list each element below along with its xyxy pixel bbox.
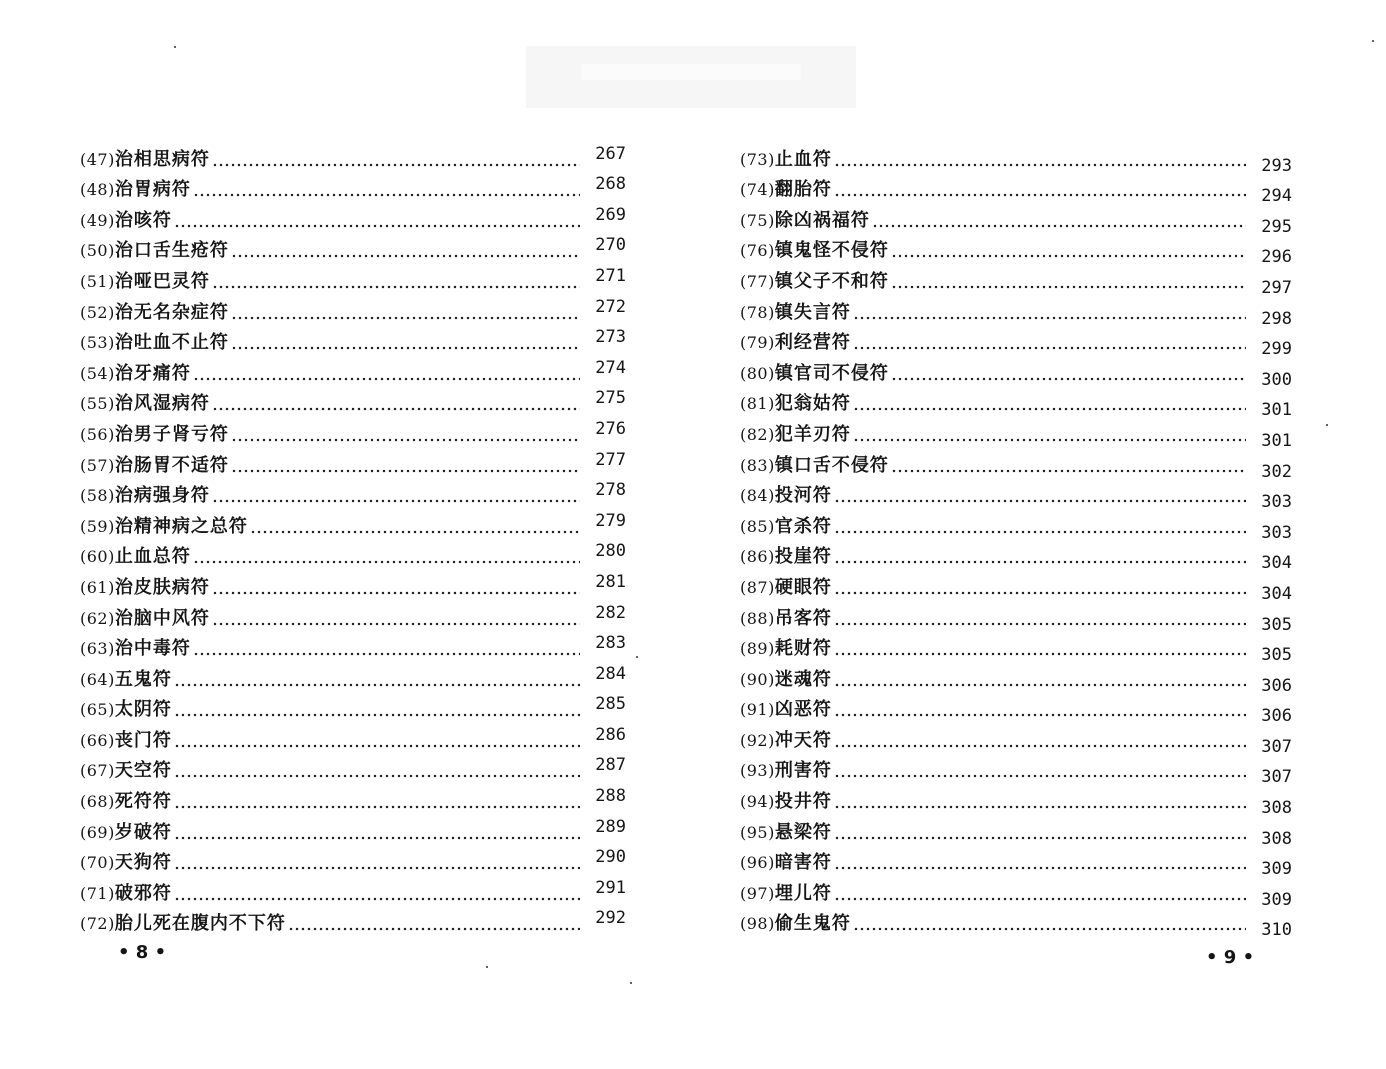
entry-title: 偷生鬼符	[774, 913, 851, 935]
dot-leader	[834, 591, 1246, 595]
entry-page-number: 304	[1261, 583, 1292, 604]
toc-entry	[80, 538, 626, 569]
dot-leader	[193, 377, 580, 381]
toc-entry	[80, 354, 626, 385]
entry-page-number: 303	[1261, 492, 1292, 513]
entry-page-number: 281	[595, 571, 626, 592]
dot-leader	[834, 530, 1246, 534]
dot-leader	[231, 316, 580, 320]
dot-leader	[231, 254, 580, 258]
entry-page-number: 275	[595, 388, 626, 409]
entry-title: 胎儿死在腹内不下符	[114, 913, 286, 935]
entry-page-number: 285	[595, 694, 626, 715]
entry-title: 镇父子不和符	[774, 270, 889, 292]
entry-page-number: 294	[1261, 186, 1292, 207]
scan-speck	[486, 966, 488, 968]
entry-number: (88)	[740, 608, 775, 628]
entry-number: (55)	[80, 394, 115, 414]
entry-page-number: 270	[595, 235, 626, 256]
dot-leader	[212, 622, 580, 626]
entry-number: (76)	[740, 241, 775, 261]
entry-title: 治牙痛符	[114, 362, 191, 384]
toc-entry	[80, 874, 626, 905]
toc-entry	[740, 660, 1292, 696]
entry-page-number: 282	[595, 602, 626, 623]
toc-entry	[740, 568, 1292, 604]
toc-entry	[740, 201, 1292, 237]
dot-leader	[174, 744, 580, 748]
toc-entry	[80, 813, 626, 844]
entry-page-number: 307	[1261, 736, 1292, 757]
entry-page-number: 301	[1261, 400, 1292, 421]
dot-leader	[853, 316, 1246, 320]
dot-leader	[834, 163, 1246, 167]
entry-title: 翻胎符	[774, 179, 832, 201]
entry-number: (52)	[80, 302, 115, 322]
entry-title: 止血总符	[114, 546, 191, 568]
dot-leader	[193, 560, 580, 564]
toc-entry	[80, 905, 626, 936]
entry-page-number: 292	[595, 908, 626, 929]
entry-title: 犯羊刃符	[774, 423, 851, 445]
toc-entry	[740, 721, 1292, 757]
entry-title: 投井符	[774, 791, 832, 813]
dot-leader	[250, 530, 580, 534]
entry-title: 暗害符	[774, 852, 832, 874]
entry-title: 天空符	[114, 760, 172, 782]
entry-number: (60)	[80, 547, 115, 567]
toc-entry	[80, 171, 626, 202]
entry-title: 投河符	[774, 485, 832, 507]
entry-number: (74)	[740, 180, 775, 200]
toc-entry	[80, 782, 626, 813]
dot-leader	[891, 254, 1246, 258]
toc-entry	[740, 354, 1292, 390]
entry-title: 镇口舌不侵符	[774, 454, 889, 476]
entry-page-number: 306	[1261, 706, 1292, 727]
page-number-left: • 8 •	[118, 942, 167, 963]
dot-leader	[212, 499, 580, 503]
entry-page-number: 305	[1261, 614, 1292, 635]
entry-number: (80)	[740, 363, 775, 383]
entry-title: 治胃病符	[114, 179, 191, 201]
toc-entry	[740, 599, 1292, 635]
entry-page-number: 303	[1261, 522, 1292, 543]
entry-number: (57)	[80, 455, 115, 475]
entry-number: (68)	[80, 792, 115, 812]
dot-leader	[212, 163, 580, 167]
dot-leader	[834, 683, 1246, 687]
dot-leader	[231, 438, 580, 442]
dot-leader	[853, 438, 1246, 442]
entry-number: (66)	[80, 730, 115, 750]
toc-entry	[80, 415, 626, 446]
toc-entry	[740, 844, 1292, 880]
entry-title: 镇失言符	[774, 301, 851, 323]
entry-page-number: 289	[595, 816, 626, 837]
dot-leader	[834, 193, 1246, 197]
entry-title: 治脑中风符	[114, 607, 210, 629]
entry-page-number: 279	[595, 510, 626, 531]
entry-page-number: 307	[1261, 767, 1292, 788]
scan-speck	[1326, 424, 1328, 426]
dot-leader	[231, 346, 580, 350]
toc-list-right	[740, 140, 1292, 941]
entry-title: 除凶祸福符	[774, 209, 870, 231]
toc-entry	[740, 262, 1292, 298]
toc-entry	[740, 752, 1292, 788]
dot-leader	[174, 866, 580, 870]
entry-page-number: 298	[1261, 308, 1292, 329]
dot-leader	[891, 377, 1246, 381]
toc-entry	[740, 538, 1292, 574]
dot-leader	[174, 836, 580, 840]
entry-page-number: 310	[1261, 920, 1292, 941]
entry-page-number: 291	[595, 877, 626, 898]
entry-number: (63)	[80, 639, 115, 659]
entry-title: 刑害符	[774, 760, 832, 782]
toc-entry	[80, 293, 626, 324]
running-header-redacted	[526, 46, 856, 108]
entry-number: (90)	[740, 669, 775, 689]
entry-title: 镇官司不侵符	[774, 362, 889, 384]
entry-number: (79)	[740, 333, 775, 353]
left-page	[80, 140, 626, 935]
entry-number: (47)	[80, 149, 115, 169]
entry-number: (98)	[740, 914, 775, 934]
dot-leader	[834, 836, 1246, 840]
entry-number: (95)	[740, 822, 775, 842]
entry-page-number: 269	[595, 204, 626, 225]
entry-page-number: 276	[595, 418, 626, 439]
toc-entry	[80, 752, 626, 783]
entry-number: (50)	[80, 241, 115, 261]
entry-title: 埋儿符	[774, 882, 832, 904]
dot-leader	[834, 774, 1246, 778]
toc-entry	[80, 568, 626, 599]
dot-leader	[872, 224, 1246, 228]
entry-number: (82)	[740, 424, 775, 444]
scan-speck	[174, 46, 176, 48]
entry-title: 治相思病符	[114, 148, 210, 170]
entry-page-number: 286	[595, 724, 626, 745]
dot-leader	[834, 744, 1246, 748]
entry-number: (87)	[740, 577, 775, 597]
toc-entry	[80, 232, 626, 263]
dot-leader	[174, 224, 580, 228]
toc-entry	[740, 691, 1292, 727]
entry-number: (49)	[80, 210, 115, 230]
entry-number: (72)	[80, 914, 115, 934]
toc-entry	[740, 507, 1292, 543]
entry-number: (93)	[740, 761, 775, 781]
entry-title: 治男子肾亏符	[114, 423, 229, 445]
scan-speck	[630, 982, 632, 984]
toc-entry	[80, 660, 626, 691]
entry-page-number: 297	[1261, 277, 1292, 298]
entry-title: 治哑巴灵符	[114, 270, 210, 292]
toc-entry	[80, 201, 626, 232]
toc-entry	[80, 446, 626, 477]
entry-number: (53)	[80, 333, 115, 353]
toc-entry	[740, 905, 1292, 941]
entry-page-number: 268	[595, 174, 626, 195]
toc-entry	[80, 262, 626, 293]
dot-leader	[212, 285, 580, 289]
entry-number: (48)	[80, 180, 115, 200]
dot-leader	[853, 407, 1246, 411]
entry-page-number: 295	[1261, 216, 1292, 237]
entry-page-number: 293	[1261, 155, 1292, 176]
dot-leader	[231, 469, 580, 473]
entry-number: (96)	[740, 853, 775, 873]
entry-page-number: 271	[595, 265, 626, 286]
toc-entry	[80, 140, 626, 171]
entry-page-number: 302	[1261, 461, 1292, 482]
scan-speck	[636, 656, 638, 658]
entry-number: (69)	[80, 822, 115, 842]
right-page	[740, 140, 1292, 941]
entry-number: (78)	[740, 302, 775, 322]
entry-title: 治无名杂症符	[114, 301, 229, 323]
toc-entry	[80, 630, 626, 661]
entry-page-number: 309	[1261, 889, 1292, 910]
entry-title: 投崖符	[774, 546, 832, 568]
entry-title: 治吐血不止符	[114, 332, 229, 354]
toc-entry	[740, 477, 1292, 513]
entry-title: 岁破符	[114, 821, 172, 843]
dot-leader	[834, 622, 1246, 626]
entry-title: 悬梁符	[774, 821, 832, 843]
dot-leader	[834, 866, 1246, 870]
entry-title: 天狗符	[114, 852, 172, 874]
toc-entry	[740, 813, 1292, 849]
entry-number: (67)	[80, 761, 115, 781]
toc-entry	[740, 874, 1292, 910]
entry-title: 犯翁姑符	[774, 393, 851, 415]
entry-page-number: 296	[1261, 247, 1292, 268]
entry-title: 止血符	[774, 148, 832, 170]
entry-title: 治口舌生疮符	[114, 240, 229, 262]
entry-page-number: 278	[595, 480, 626, 501]
toc-entry	[740, 324, 1292, 360]
entry-title: 破邪符	[114, 882, 172, 904]
entry-page-number: 280	[595, 541, 626, 562]
toc-entry	[740, 446, 1292, 482]
entry-title: 官杀符	[774, 515, 832, 537]
dot-leader	[834, 560, 1246, 564]
entry-page-number: 290	[595, 847, 626, 868]
toc-entry	[740, 630, 1292, 666]
entry-number: (54)	[80, 363, 115, 383]
entry-number: (51)	[80, 271, 115, 291]
entry-title: 治中毒符	[114, 638, 191, 660]
entry-page-number: 274	[595, 357, 626, 378]
entry-page-number: 304	[1261, 553, 1292, 574]
toc-entry	[80, 844, 626, 875]
toc-entry	[80, 691, 626, 722]
entry-number: (83)	[740, 455, 775, 475]
entry-number: (97)	[740, 883, 775, 903]
dot-leader	[834, 499, 1246, 503]
entry-number: (73)	[740, 149, 775, 169]
dot-leader	[891, 285, 1246, 289]
dot-leader	[174, 713, 580, 717]
toc-list-left	[80, 140, 626, 935]
entry-page-number: 273	[595, 327, 626, 348]
entry-number: (75)	[740, 210, 775, 230]
entry-title: 镇鬼怪不侵符	[774, 240, 889, 262]
entry-number: (70)	[80, 853, 115, 873]
entry-number: (77)	[740, 271, 775, 291]
entry-page-number: 309	[1261, 859, 1292, 880]
dot-leader	[891, 469, 1246, 473]
entry-title: 五鬼符	[114, 668, 172, 690]
entry-title: 耗财符	[774, 638, 832, 660]
entry-page-number: 308	[1261, 798, 1292, 819]
dot-leader	[853, 927, 1246, 931]
entry-number: (86)	[740, 547, 775, 567]
toc-entry	[740, 171, 1292, 207]
entry-number: (58)	[80, 486, 115, 506]
dot-leader	[193, 652, 580, 656]
entry-page-number: 267	[595, 143, 626, 164]
entry-title: 硬眼符	[774, 576, 832, 598]
entry-title: 丧门符	[114, 729, 172, 751]
entry-title: 冲天符	[774, 729, 832, 751]
entry-page-number: 284	[595, 663, 626, 684]
toc-entry	[80, 385, 626, 416]
entry-title: 利经营符	[774, 332, 851, 354]
entry-number: (62)	[80, 608, 115, 628]
toc-entry	[80, 507, 626, 538]
toc-entry	[740, 782, 1292, 819]
entry-page-number: 305	[1261, 645, 1292, 666]
dot-leader	[212, 591, 580, 595]
toc-entry	[740, 385, 1292, 421]
entry-title: 治风湿病符	[114, 393, 210, 415]
dot-leader	[174, 774, 580, 778]
page-number-right: • 9 •	[1206, 947, 1255, 968]
entry-title: 治咳符	[114, 209, 172, 231]
entry-number: (61)	[80, 577, 115, 597]
toc-entry	[80, 477, 626, 508]
entry-title: 治病强身符	[114, 485, 210, 507]
dot-leader	[834, 897, 1246, 901]
entry-title: 治肠胃不适符	[114, 454, 229, 476]
toc-entry	[80, 599, 626, 630]
toc-entry	[740, 140, 1292, 176]
toc-entry	[740, 232, 1292, 268]
entry-number: (64)	[80, 669, 115, 689]
dot-leader	[193, 193, 580, 197]
entry-title: 治皮肤病符	[114, 576, 210, 598]
entry-title: 死符符	[114, 791, 172, 813]
entry-page-number: 283	[595, 633, 626, 654]
dot-leader	[288, 927, 580, 931]
scan-speck	[1372, 40, 1374, 42]
dot-leader	[834, 652, 1246, 656]
entry-page-number: 287	[595, 755, 626, 776]
entry-page-number: 300	[1261, 369, 1292, 390]
toc-entry	[80, 721, 626, 752]
entry-number: (65)	[80, 700, 115, 720]
toc-entry	[80, 324, 626, 355]
entry-page-number: 277	[595, 449, 626, 470]
entry-page-number: 301	[1261, 430, 1292, 451]
entry-number: (94)	[740, 792, 775, 812]
entry-number: (85)	[740, 516, 775, 536]
entry-page-number: 306	[1261, 675, 1292, 696]
entry-number: (84)	[740, 486, 775, 506]
entry-number: (59)	[80, 516, 115, 536]
dot-leader	[174, 683, 580, 687]
entry-page-number: 272	[595, 296, 626, 317]
toc-entry	[740, 415, 1292, 451]
entry-number: (56)	[80, 424, 115, 444]
entry-title: 太阴符	[114, 699, 172, 721]
dot-leader	[834, 713, 1246, 717]
dot-leader	[212, 407, 580, 411]
entry-number: (71)	[80, 883, 115, 903]
dot-leader	[174, 897, 580, 901]
entry-number: (91)	[740, 700, 775, 720]
entry-number: (89)	[740, 639, 775, 659]
dot-leader	[853, 346, 1246, 350]
entry-title: 迷魂符	[774, 668, 832, 690]
dot-leader	[834, 805, 1246, 809]
dot-leader	[174, 805, 580, 809]
entry-page-number: 288	[595, 786, 626, 807]
entry-title: 吊客符	[774, 607, 832, 629]
entry-page-number: 299	[1261, 339, 1292, 360]
entry-number: (81)	[740, 394, 775, 414]
entry-number: (92)	[740, 730, 775, 750]
entry-title: 治精神病之总符	[114, 515, 248, 537]
entry-title: 凶恶符	[774, 699, 832, 721]
toc-entry	[740, 293, 1292, 329]
entry-page-number: 308	[1261, 828, 1292, 849]
